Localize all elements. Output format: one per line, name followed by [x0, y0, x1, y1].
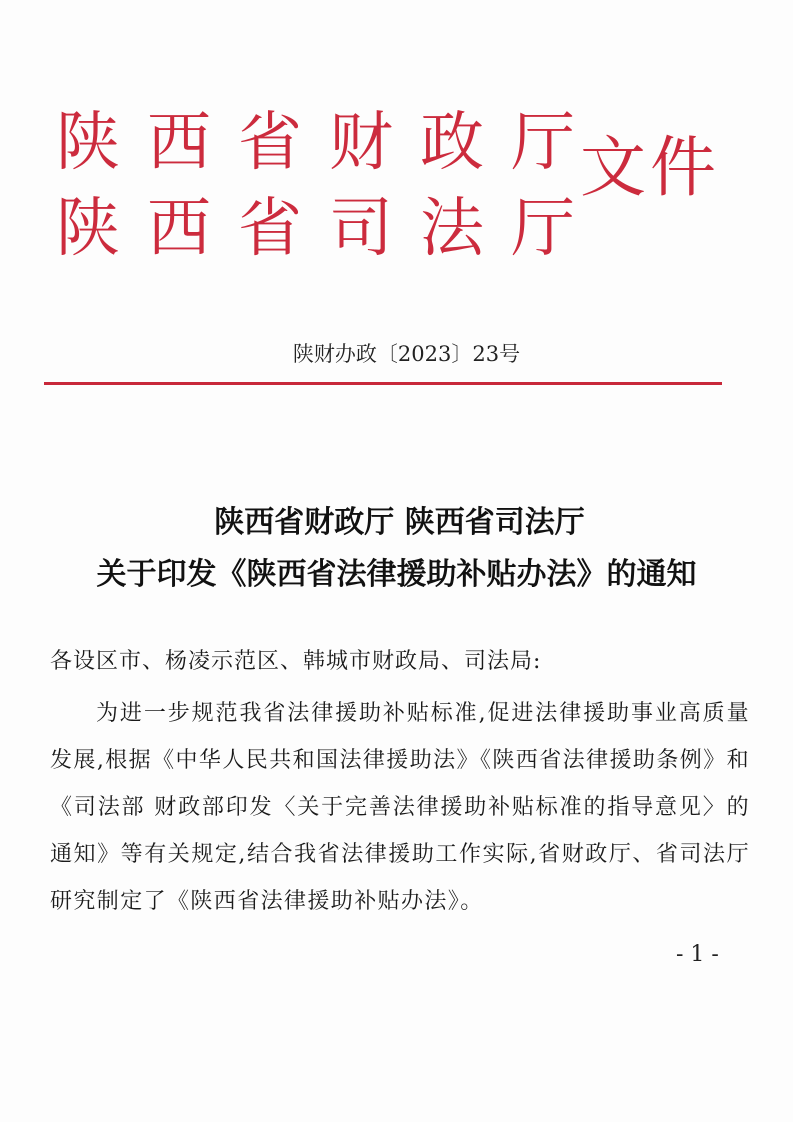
addressee: 各设区市、杨凌示范区、韩城市财政局、司法局:	[50, 649, 542, 674]
issuer-finance-department: 陕西省财政厅	[56, 106, 602, 180]
document-label: 文件	[580, 129, 720, 206]
page-number: - 1 -	[676, 942, 719, 967]
title-line-1: 陕西省财政厅 陕西省司法厅	[214, 505, 585, 540]
body-paragraph: 为进一步规范我省法律援助补贴标准,促进法律援助事业高质量发展,根据《中华人民共和国法律援助法》《陕西省法律援助条例》和《司法部 财政部印发〈关于完善法律援助补贴标准的指导意见〉的通知》等有关规定,结合我省法律援助工作实际,省财政厅、省司法厅研究制定了《陕西省法律援助补贴办法》。	[50, 701, 750, 914]
issuer-justice-department: 陕西省司法厅	[56, 192, 602, 266]
document-title	[0, 497, 793, 601]
red-divider-line	[44, 382, 722, 385]
title-line-2: 关于印发《陕西省法律援助补贴办法》的通知	[96, 557, 697, 592]
issuing-authorities	[56, 100, 602, 272]
document-number: 陕财办政〔2023〕23号	[292, 342, 521, 366]
